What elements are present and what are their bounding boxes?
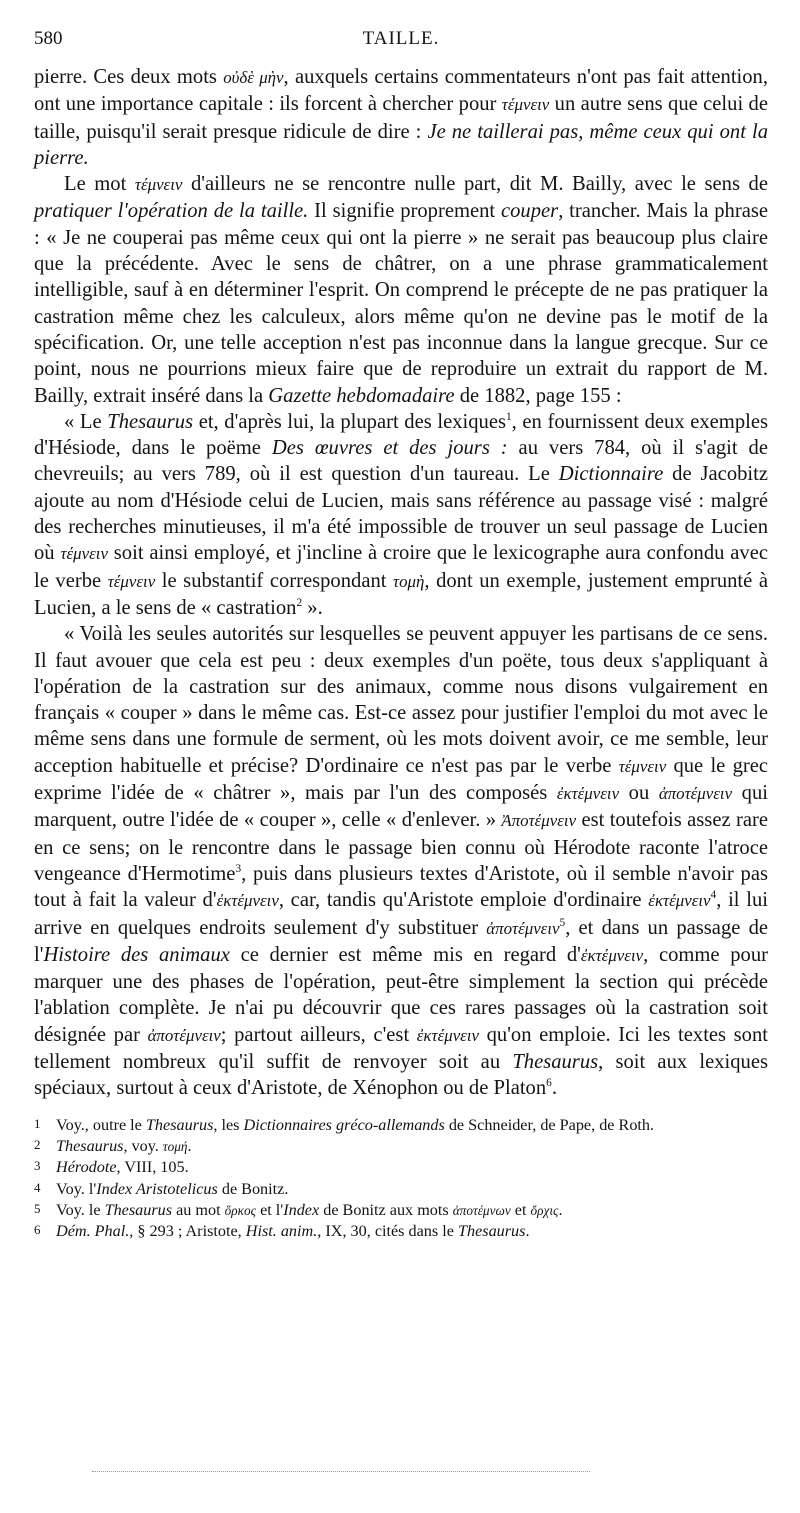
- italic-text: Gazette hebdomadaire: [268, 384, 455, 407]
- greek-word: ἀποτέμνων: [452, 1202, 511, 1218]
- footnote-mark: 1: [34, 1115, 41, 1131]
- text-run: de Schneider, de Pape, de Roth.: [444, 1115, 655, 1134]
- footnotes: [34, 1114, 768, 1242]
- footnote-mark: 4: [34, 1179, 41, 1195]
- footnote-reference: 2: [296, 597, 303, 610]
- text-run: Voy., outre le: [56, 1115, 146, 1134]
- text-run: , trancher. Mais la phrase : « Je ne couperai pas même ceux qui ont la pierre » ne serait pas beaucoup plus claire que la précédente. Avec le sens de châtrer, on a une phrase grammaticalement intelligible, sauf à en déterminer l'esprit. On comprend le précepte de ne pas pratiquer la castration même chez les calculeux, alors même qu'on ne devine pas le motif de la spécification. Or, une telle acception n'est pas inconnue dans la langue grecque. Sur ce point, nous ne pourrions mieux faire que de reproduire un extrait du rapport de M. Bailly, extrait inséré dans la: [34, 200, 768, 407]
- page-header: [34, 28, 768, 58]
- text-run: pierre. Ces deux mots: [34, 66, 224, 88]
- italic-text: Hist. anim.: [245, 1222, 318, 1241]
- text-run: .: [558, 1200, 563, 1219]
- footnote-reference: 4: [710, 889, 717, 902]
- text-run: Le mot: [64, 173, 135, 196]
- text-run: , § 293 ; Aristote,: [129, 1222, 246, 1241]
- greek-word: ἀποτέμνειν: [486, 918, 560, 938]
- italic-text: Dém. Phal.: [56, 1222, 130, 1241]
- footnote: [34, 1156, 768, 1177]
- text-run: Il signifie proprement: [308, 200, 501, 223]
- text-run: qu'on emploie. Ici les textes sont tellement nombreux qu'il suffit de renvoyer soit au: [34, 1023, 769, 1073]
- footnote-reference: 6: [546, 1077, 552, 1090]
- greek-word: ἀποτέμνειν: [147, 1025, 221, 1045]
- footnote: [34, 1178, 768, 1199]
- text-run: ; partout ailleurs, c'est: [220, 1023, 417, 1046]
- text-run: , auxquels certains commentateurs n'ont pas fait attention, ont une importance capitale : ils forcent à chercher pour: [34, 66, 769, 116]
- running-title: TAILLE.: [362, 28, 440, 49]
- italic-text: Index Aristotelicus: [96, 1179, 218, 1198]
- text-run: et: [510, 1200, 531, 1219]
- text-run: soit ainsi employé, et j'incline à croire que le lexicographe aura confondu avec le verbe: [34, 542, 768, 592]
- italic-text: Hérodote: [56, 1158, 117, 1177]
- text-run: , car, tandis qu'Aristote emploie d'ordinaire: [278, 889, 649, 912]
- text-run: ce dernier est même mis en regard d': [229, 943, 581, 966]
- text-run: , et dans un passage de l': [34, 916, 769, 966]
- footnote: [34, 1199, 768, 1220]
- document-page: [34, 28, 768, 1242]
- greek-word: τέμνειν: [618, 756, 667, 776]
- text-run: , VIII, 105.: [116, 1158, 189, 1177]
- italic-text: Je ne taillerai pas, même ceux qui ont la pierre.: [34, 120, 768, 169]
- footnote: [34, 1135, 768, 1156]
- text-run: de Bonitz.: [217, 1179, 289, 1198]
- page-number: 580: [34, 28, 63, 49]
- text-run: Voy. le: [56, 1200, 105, 1219]
- text-run: .: [525, 1222, 530, 1241]
- text-run: , puis dans plusieurs textes d'Aristote, où il semble n'avoir pas tout à fait la valeur d': [34, 862, 768, 912]
- greek-word: ἀποτέμνειν: [658, 784, 733, 804]
- text-run: un autre sens que celui de taille, puisqu'il serait presque ridicule de dire :: [34, 93, 768, 143]
- text-run: , comme pour marquer une des phases de l'opération, peut-être simplement la section qui précède l'ablation complète. Je n'ai pu découvrir que ces rares passages où la castration soit désignée par: [34, 943, 768, 1046]
- greek-word: τέμνειν: [501, 95, 550, 115]
- italic-text: Thesaurus: [104, 1200, 173, 1219]
- text-run: , dont un exemple, justement emprunté à Lucien, a le sens de « castration: [34, 569, 768, 619]
- italic-text: Histoire des animaux: [43, 943, 230, 966]
- greek-word: τέμνειν: [134, 175, 183, 195]
- greek-word: τέμνειν: [60, 544, 108, 564]
- italic-text: Thesaurus: [145, 1115, 214, 1134]
- italic-text: Thesaurus: [56, 1136, 124, 1155]
- footnote-reference: 3: [235, 862, 242, 875]
- greek-word: ἐκτέμνειν: [216, 891, 279, 911]
- text-run: de 1882, page 155 :: [454, 384, 622, 407]
- text-run: au vers 784, où il s'agit de chevreuils; au vers 789, où il est question d'un taureau. Le: [34, 437, 768, 486]
- text-run: d'ailleurs ne se rencontre nulle part, dit M. Bailly, avec le sens de: [182, 173, 768, 196]
- body-text: [34, 64, 768, 1102]
- text-run: « Voilà les seules autorités sur lesquelles se peuvent appuyer les partisans de ce sens. Il faut avouer que cela est peu : deux exemples d'un poëte, tous deux s'appliquant à l'opération de la castration sur des animaux, comme nous disons vulgairement en français « couper » dans le même cas. Est-ce assez pour justifier l'emploi du mot avec le même sens dans une formule de serment, où les mots doivent avoir, ce me semble, leur acception habituelle et précise? D'ordinaire ce n'est pas par le verbe: [34, 623, 768, 777]
- text-run: ou: [619, 782, 659, 805]
- text-run: au mot: [172, 1200, 225, 1219]
- text-run: Voy. l': [56, 1179, 97, 1198]
- greek-word: ἐκτέμνειν: [416, 1025, 480, 1045]
- greek-word: τομὴ: [393, 571, 425, 591]
- greek-word: ἐκτέμνειν: [556, 784, 620, 804]
- italic-text: Des œuvres et des jours :: [271, 437, 508, 460]
- text-run: .: [551, 1077, 557, 1100]
- text-run: et l': [256, 1200, 284, 1219]
- paragraph: [34, 621, 768, 1101]
- italic-text: Dictionnaire: [558, 463, 664, 486]
- paragraph: [34, 64, 768, 171]
- text-run: , soit aux lexiques spéciaux, surtout à ceux d'Aristote, de Xénophon ou de Platon: [34, 1050, 768, 1100]
- footnote-mark: 5: [34, 1200, 41, 1216]
- text-run: .: [187, 1136, 192, 1155]
- greek-word: τομή: [162, 1138, 188, 1154]
- footnote-reference: 5: [559, 916, 566, 929]
- text-run: est toutefois assez rare en ce sens; on le rencontre dans le passage bien connu où Hérodote raconte l'atroce vengeance d'Hermotime: [34, 809, 768, 885]
- italic-text: Thesaurus: [457, 1222, 526, 1241]
- footnote-mark: 6: [34, 1222, 41, 1238]
- text-run: , les: [213, 1115, 244, 1134]
- footnote: [34, 1114, 768, 1135]
- text-run: de Jacobitz ajoute au nom d'Hésiode celui de Lucien, mais sans référence au passage visé : malgré des recherches minutieuses, il m'a été impossible de trouver un seul passage de Lucien où: [34, 463, 768, 565]
- greek-word: ὅρκος: [224, 1202, 257, 1218]
- footnote: [34, 1220, 768, 1241]
- text-run: « Le: [64, 410, 108, 433]
- greek-word: Ἀποτέμνειν: [501, 811, 577, 831]
- text-run: , il lui arrive en quelques endroits seulement d'y substituer: [34, 889, 768, 939]
- text-run: , IX, 30, cités dans le: [317, 1222, 458, 1241]
- paragraph: [34, 409, 768, 621]
- text-run: , voy.: [123, 1136, 163, 1155]
- text-run: et, d'après lui, la plupart des lexiques: [193, 410, 506, 433]
- greek-word: τέμνειν: [107, 571, 156, 591]
- italic-text: Thesaurus: [512, 1050, 599, 1073]
- italic-text: Dictionnaires gréco-allemands: [243, 1115, 445, 1134]
- footnote-mark: 2: [34, 1136, 41, 1152]
- greek-word: οὐδὲ μὴν: [223, 68, 284, 87]
- text-run: ».: [302, 596, 323, 619]
- greek-word: ἐκτέμνειν: [648, 891, 711, 911]
- paragraph: [34, 171, 768, 409]
- bottom-scan-marks: [92, 1471, 590, 1476]
- footnote-reference: 1: [505, 410, 512, 423]
- text-run: , en fournissent deux exemples d'Hésiode, dans le poëme: [34, 410, 768, 460]
- text-run: qui marquent, outre l'idée de « couper », celle « d'enlever. »: [34, 782, 768, 832]
- footnote-mark: 3: [34, 1158, 41, 1174]
- italic-text: pratiquer l'opération de la taille.: [34, 200, 309, 223]
- italic-text: Index: [283, 1200, 320, 1219]
- greek-word: ἐκτέμνειν: [580, 945, 644, 965]
- text-run: de Bonitz aux mots: [319, 1200, 453, 1219]
- italic-text: Thesaurus: [107, 410, 194, 433]
- italic-text: couper: [501, 200, 559, 223]
- text-run: que le grec exprime l'idée de « châtrer », mais par l'un des composés: [34, 754, 768, 805]
- greek-word: ὄρχις: [530, 1202, 559, 1218]
- text-run: le substantif correspondant: [155, 569, 394, 592]
